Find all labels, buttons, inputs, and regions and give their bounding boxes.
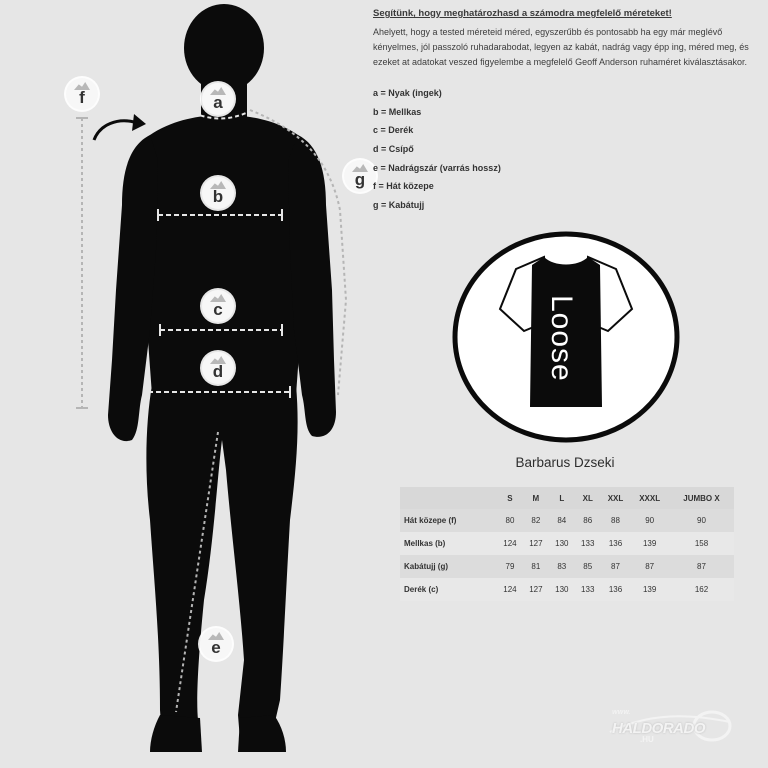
table-cell: 88 (601, 509, 631, 532)
table-cell: 124 (497, 578, 523, 601)
curved-arrow-icon (94, 121, 134, 140)
legend-item-f: f = Hát közepe (373, 181, 434, 192)
table-cell: 162 (669, 578, 734, 601)
marker-b: b (202, 177, 234, 209)
table-cell: 136 (601, 532, 631, 555)
watermark-domain: .HU (640, 735, 654, 744)
table-row (400, 578, 734, 601)
table-cell: Mellkas (b) (400, 532, 497, 555)
shirt-label: Loose (545, 295, 578, 382)
legend-item-b: b = Mellkas (373, 106, 422, 117)
marker-d: d (202, 352, 234, 384)
silhouette-left-foot (150, 715, 202, 752)
table-header-cell: L (549, 487, 575, 509)
watermark-brand: HALDORADO (612, 720, 705, 737)
table-cell: 139 (630, 532, 669, 555)
table-cell: 136 (601, 578, 631, 601)
table-cell: Hát közepe (f) (400, 509, 497, 532)
table-header-cell: XXXL (630, 487, 669, 509)
table-cell: 83 (549, 555, 575, 578)
table-header-row (400, 487, 734, 509)
watermark-www: WWW. (612, 710, 631, 716)
table-cell: 87 (669, 555, 734, 578)
table-cell: 127 (523, 532, 549, 555)
table-cell: 87 (630, 555, 669, 578)
table-header-cell (400, 487, 497, 509)
legend-item-d: d = Csípő (373, 144, 414, 155)
measurement-legend (373, 84, 501, 215)
table-cell: 130 (549, 578, 575, 601)
table-cell: 127 (523, 578, 549, 601)
marker-e: e (200, 628, 232, 660)
silhouette-right-foot (238, 715, 286, 752)
marker-a: a (202, 83, 234, 115)
legend-item-e: e = Nadrágszár (varrás hossz) (373, 162, 501, 173)
table-cell: 86 (575, 509, 601, 532)
table-header-cell: XXL (601, 487, 631, 509)
table-cell: 130 (549, 532, 575, 555)
table-cell: Derék (c) (400, 578, 497, 601)
table-cell: 87 (601, 555, 631, 578)
table-header-cell: S (497, 487, 523, 509)
watermark-logo (600, 702, 735, 750)
table-cell: 133 (575, 578, 601, 601)
help-heading: Segítünk, hogy meghatározhasd a számodra megfelelő méreteket! (373, 8, 672, 19)
curved-arrow-head (132, 114, 146, 131)
table-cell: Kabátujj (g) (400, 555, 497, 578)
marker-f: f (66, 78, 98, 110)
table-cell: 81 (523, 555, 549, 578)
table-header-cell: XL (575, 487, 601, 509)
loose-fit-shirt-icon (452, 231, 680, 443)
table-cell: 90 (630, 509, 669, 532)
intro-paragraph: Ahelyett, hogy a tested méreteid méred, egyszerűbb és pontosabb ha egy már meglévő kényelmes, jól passzoló ruhadarabodat, legyen az kabát, nadrág vagy épp ing, méred meg, és ezeket at adatokat veszed figyelembe a megfelelő Geoff Anderson ruhaméret kiválasztásakor. (373, 27, 749, 67)
table-cell: 90 (669, 509, 734, 532)
legend-item-c: c = Derék (373, 125, 414, 136)
table-cell: 124 (497, 532, 523, 555)
table-row (400, 555, 734, 578)
table-cell: 133 (575, 532, 601, 555)
shirt-icon-svg (452, 231, 680, 443)
marker-g: g (344, 160, 376, 192)
table-title: Barbarus Dzseki (515, 455, 615, 470)
table-header-cell: JUMBO X (669, 487, 734, 509)
table-row (400, 532, 734, 555)
table-cell: 84 (549, 509, 575, 532)
marker-c: c (202, 290, 234, 322)
table-row (400, 509, 734, 532)
table-cell: 82 (523, 509, 549, 532)
legend-item-a: a = Nyak (ingek) (373, 88, 442, 98)
table-header-cell: M (523, 487, 549, 509)
legend-item-g: g = Kabátujj (373, 200, 425, 211)
table-cell: 85 (575, 555, 601, 578)
table-cell: 80 (497, 509, 523, 532)
table-cell: 79 (497, 555, 523, 578)
size-table (400, 487, 734, 601)
silhouette-legs (146, 385, 297, 740)
table-cell: 158 (669, 532, 734, 555)
table-cell: 139 (630, 578, 669, 601)
